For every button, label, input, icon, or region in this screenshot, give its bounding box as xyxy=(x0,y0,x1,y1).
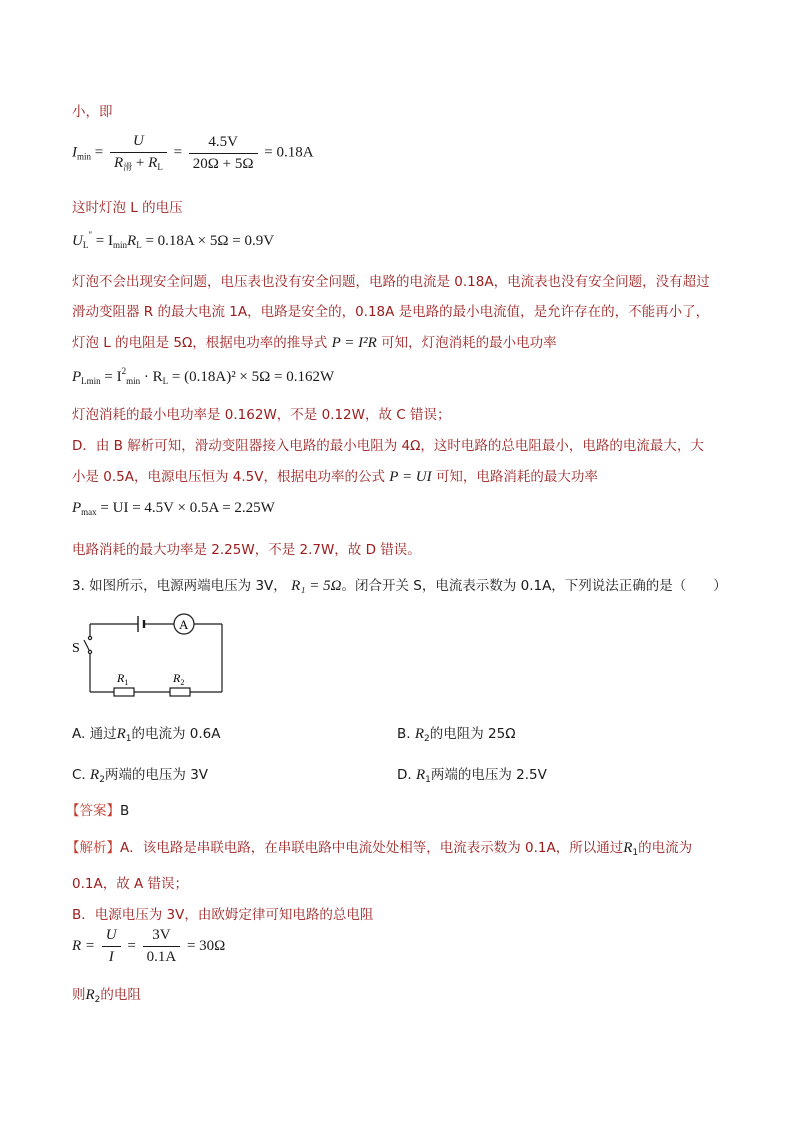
eq-subscript: min xyxy=(77,151,92,162)
question-stem xyxy=(72,574,727,595)
eq-subscript: min xyxy=(113,240,128,250)
fraction-numerator: U xyxy=(110,133,167,153)
eq-symbol: P xyxy=(72,500,82,516)
fraction-numerator: 4.5V xyxy=(189,134,258,154)
eq-subscript: L xyxy=(136,240,142,250)
eq-term: R xyxy=(127,233,137,249)
text-line: D．由 B 解析可知，滑动变阻器接入电路的最小电阻为 4Ω，这时电路的总电阻最小，电路的电流最大，大 xyxy=(72,438,704,454)
eq-symbol: U xyxy=(72,233,83,249)
analysis-line: 【解析】A．该电路是串联电路，在串联电路中电流处处相等，电流表示数为 0.1A，所以通过$R_1$的电流为 xyxy=(66,840,693,858)
eq-result: = 0.18A xyxy=(264,144,314,161)
eq-subscript: Lmin xyxy=(81,376,101,386)
text-line xyxy=(72,465,598,486)
answer-value: B xyxy=(120,803,130,819)
switch-contact xyxy=(88,636,91,639)
eq-symbol: P xyxy=(72,369,82,385)
text-span: 。闭合开关 S，电流表示数为 0.1A，下列说法正确的是（ ） xyxy=(341,578,727,594)
text-line: B．电源电压为 3V，由欧姆定律可知电路的总电阻 xyxy=(72,907,374,923)
equation-r: R = $\frac{U}{I}$ = $\frac{3V}{0.1A}$ = 30Ω xyxy=(72,927,226,965)
eq-symbol: R = xyxy=(72,937,96,954)
eq-term: · R xyxy=(143,369,163,385)
answer-tag: 【答案】 xyxy=(66,803,120,819)
eq-subscript: L xyxy=(162,376,169,386)
text-line: 滑动变阻器 R 的最大电流 1A，电路是安全的，0.18A 是电路的最小电流值，是允许存在的，不能再小了， xyxy=(72,304,710,320)
inline-formula: P = UI xyxy=(389,469,432,485)
eq-subscript: min xyxy=(126,376,141,386)
switch-pivot xyxy=(88,650,91,653)
inline-formula: R xyxy=(85,987,95,1003)
fraction-denominator: $R_滑 + R_L$ xyxy=(113,155,163,172)
fraction: $\frac{3V}{0.1A}$ xyxy=(143,927,181,966)
eq-superscript: " xyxy=(88,230,93,240)
option-a[interactable]: A. 通过$R_1$的电流为 0.6A xyxy=(72,726,221,744)
r1-label: $R_1$ xyxy=(117,671,129,687)
text-line: 电路消耗的最大功率是 2.25W，不是 2.7W，故 D 错误。 xyxy=(72,542,421,558)
equation-imin: $I_{min}$ = $\frac{U}{R_滑 + R_L}$ = $\frac{4.5V}{20\Omega + 5\Omega}$ = 0.18A xyxy=(72,133,314,172)
fraction xyxy=(189,134,258,173)
text-span: 3. 如图所示，电源两端电压为 3V， xyxy=(72,578,287,594)
text-line xyxy=(72,331,557,352)
eq-result: = 0.18A × 5Ω = 0.9V xyxy=(145,233,275,249)
text-span: 的电阻 xyxy=(100,987,141,1003)
eq-result: = (0.18A)² × 5Ω = 0.162W xyxy=(171,369,335,385)
eq-term: = I xyxy=(104,369,122,385)
switch-label: S xyxy=(72,641,80,656)
fraction-denominator: 20Ω + 5Ω xyxy=(192,155,254,172)
text-span: 可知，电路消耗的最大功率 xyxy=(435,469,598,485)
r2-label: $R_2$ xyxy=(173,671,185,687)
fraction xyxy=(110,133,167,173)
text-line: 小，即 xyxy=(72,104,113,120)
resistor-r2 xyxy=(170,688,190,696)
text-span: 的电流为 xyxy=(638,840,693,856)
eq-symbol: I xyxy=(72,144,77,161)
equation-pmax xyxy=(72,500,275,517)
eq-term: = I xyxy=(95,233,113,249)
option-b[interactable]: B. $R_2$的电阻为 25Ω xyxy=(397,726,516,744)
text-line: 0.1A，故 A 错误； xyxy=(72,876,189,892)
text-span: 小是 0.5A，电源电压恒为 4.5V，根据电功率的公式 xyxy=(72,469,385,485)
text-span: A．该电路是串联电路，在串联电路中电流处处相等，电流表示数为 0.1A，所以通过 xyxy=(120,840,624,856)
inline-formula: R₁ = 5Ω xyxy=(291,578,342,594)
equation-ul xyxy=(72,230,274,250)
option-c[interactable]: C. $R_2$两端的电压为 3V xyxy=(72,767,209,785)
analysis-tag: 【解析】 xyxy=(66,840,120,856)
eq-result: = 30Ω xyxy=(186,937,226,954)
text-line: 灯泡不会出现安全问题，电压表也没有安全问题，电路的电流是 0.18A，电流表也没有安全问题，没有超过 xyxy=(72,274,710,290)
ammeter-label: A xyxy=(179,617,189,632)
option-d[interactable]: D. $R_1$两端的电压为 2.5V xyxy=(397,767,547,785)
text-line: 则$R_2$的电阻 xyxy=(72,987,141,1005)
eq-subscript: L xyxy=(82,240,89,250)
eq-result: = UI = 4.5V × 0.5A = 2.25W xyxy=(100,500,275,516)
resistor-r1 xyxy=(114,688,134,696)
text-span: 灯泡 L 的电阻是 5Ω，根据电功率的推导式 xyxy=(72,335,328,351)
equation-plmin xyxy=(72,366,334,386)
text-line: 灯泡消耗的最小电功率是 0.162W，不是 0.12W，故 C 错误； xyxy=(72,407,451,423)
inline-formula: R xyxy=(623,840,633,856)
text-line: 这时灯泡 L 的电压 xyxy=(72,200,183,216)
circuit-diagram xyxy=(70,608,230,700)
text-span: 则 xyxy=(72,987,86,1003)
fraction: $\frac{U}{I}$ xyxy=(102,927,121,966)
eq-superscript: 2 xyxy=(121,366,127,376)
answer-line xyxy=(66,799,129,819)
eq-subscript: max xyxy=(81,507,97,517)
text-span: 可知，灯泡消耗的最小电功率 xyxy=(381,335,557,351)
inline-formula: P = I²R xyxy=(331,335,377,351)
